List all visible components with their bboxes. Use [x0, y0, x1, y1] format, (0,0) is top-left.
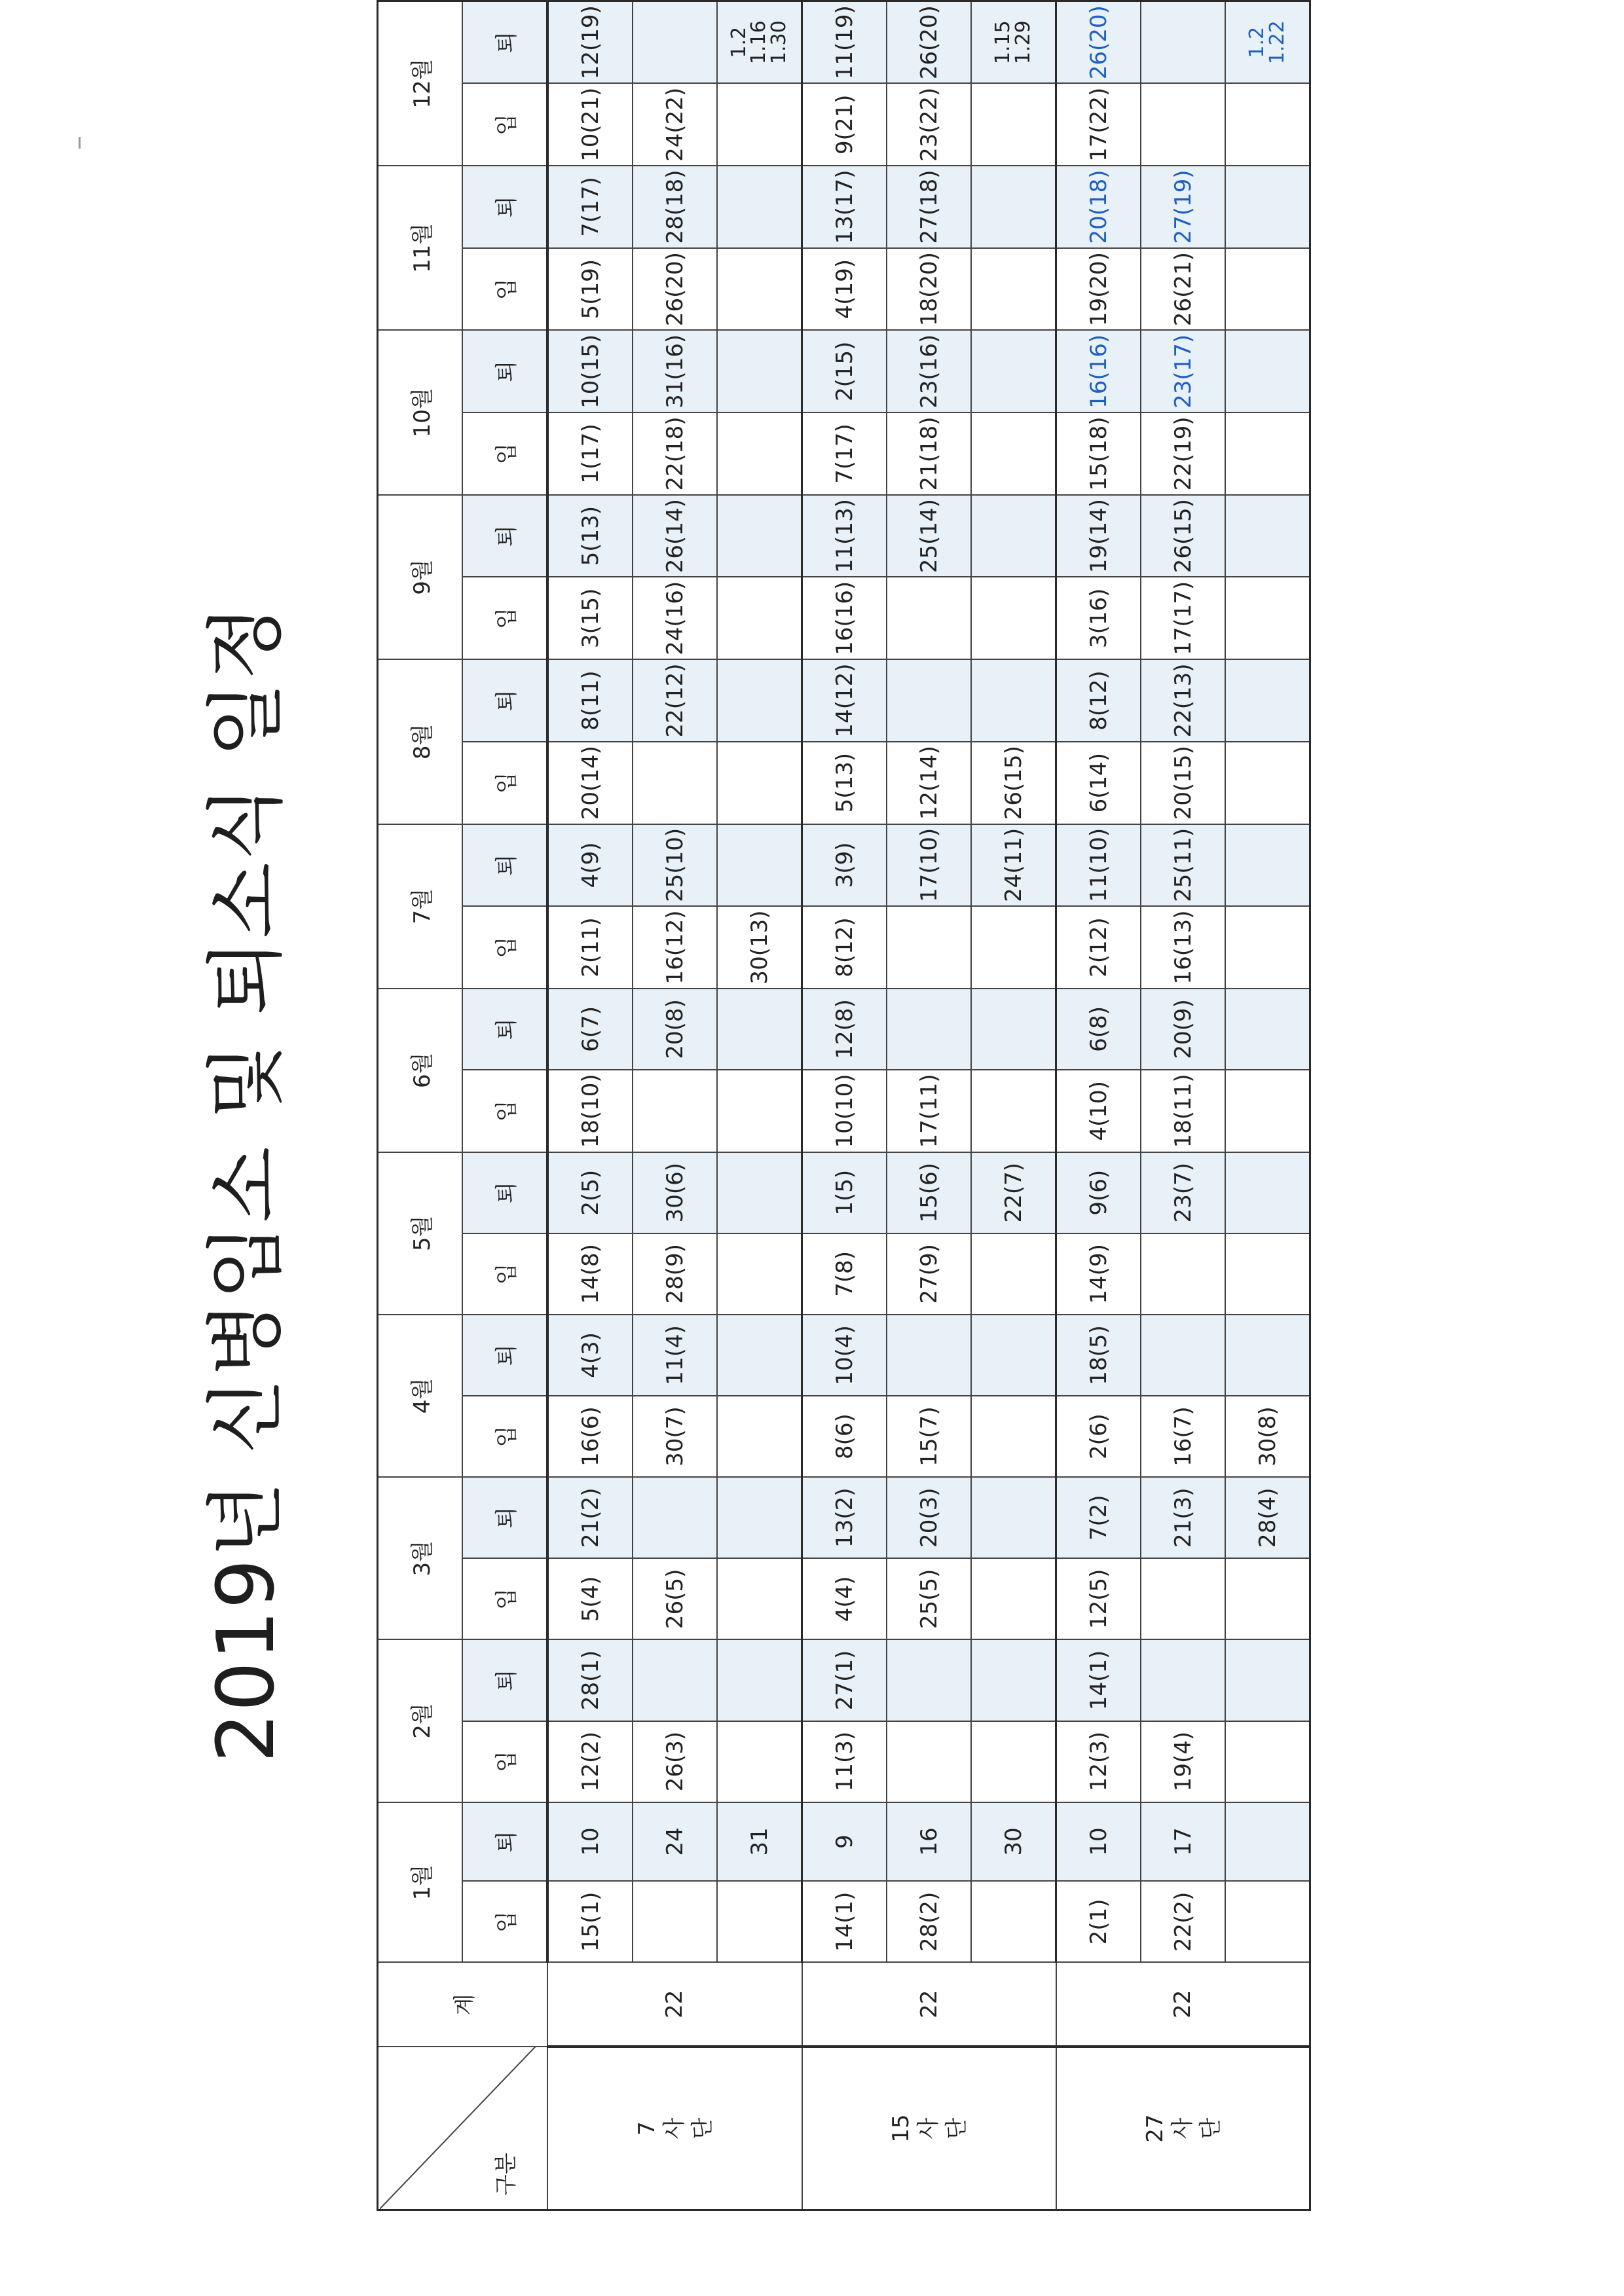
entry-date-cell: 26(21)	[1141, 248, 1225, 331]
entry-date-cell: 10(21)	[547, 83, 633, 166]
discharge-date-cell: 3(9)	[802, 824, 887, 907]
entry-date-cell: 12(5)	[1056, 1558, 1141, 1639]
discharge-date-cell	[1225, 1315, 1310, 1396]
discharge-date-cell: 20(8)	[633, 989, 717, 1070]
discharge-date-cell: 31(16)	[633, 330, 717, 412]
out-label: 퇴	[462, 1639, 547, 1721]
entry-date-cell: 4(19)	[802, 248, 887, 331]
discharge-date-cell: 22(7)	[971, 1152, 1056, 1233]
out-label: 퇴	[462, 495, 547, 577]
entry-date-cell	[971, 412, 1056, 495]
entry-date-cell: 11(3)	[802, 1721, 887, 1802]
out-label: 퇴	[462, 1, 547, 84]
entry-date-cell: 26(15)	[971, 742, 1056, 824]
discharge-date-cell: 4(9)	[547, 824, 633, 907]
in-label: 입	[462, 83, 547, 166]
discharge-date-cell: 6(8)	[1056, 989, 1141, 1070]
in-label: 입	[462, 412, 547, 495]
month-header: 1월	[378, 1802, 463, 1963]
entry-date-cell: 8(6)	[802, 1396, 887, 1477]
out-label: 퇴	[462, 1477, 547, 1558]
out-label: 퇴	[462, 1802, 547, 1882]
discharge-date-cell: 9(6)	[1056, 1152, 1141, 1233]
discharge-date-cell: 13(17)	[802, 166, 887, 248]
entry-date-cell: 5(4)	[547, 1558, 633, 1639]
discharge-date-cell	[971, 166, 1056, 248]
discharge-date-cell	[1225, 1802, 1310, 1882]
discharge-date-cell: 9	[802, 1802, 887, 1882]
entry-date-cell: 16(16)	[802, 577, 887, 660]
entry-date-cell	[971, 1721, 1056, 1802]
month-header: 11월	[378, 166, 463, 330]
entry-date-cell: 24(22)	[633, 83, 717, 166]
entry-date-cell: 17(17)	[1141, 577, 1225, 660]
discharge-date-cell: 24	[633, 1802, 717, 1882]
discharge-date-cell: 11(4)	[633, 1315, 717, 1396]
entry-date-cell: 7(17)	[802, 412, 887, 495]
entry-date-cell: 3(16)	[1056, 577, 1141, 660]
schedule-row	[633, 1, 717, 2210]
month-header: 2월	[378, 1639, 463, 1802]
entry-date-cell: 16(13)	[1141, 906, 1225, 989]
discharge-date-cell: 25(11)	[1141, 824, 1225, 907]
entry-date-cell: 4(10)	[1056, 1070, 1141, 1152]
entry-date-cell	[1225, 1070, 1310, 1152]
entry-date-cell: 16(6)	[547, 1396, 633, 1477]
discharge-date-cell: 24(11)	[971, 824, 1056, 907]
schedule-row	[971, 1, 1056, 2210]
out-label: 퇴	[462, 330, 547, 412]
entry-date-cell	[1225, 1881, 1310, 1962]
entry-date-cell	[887, 1721, 971, 1802]
entry-date-cell: 15(1)	[547, 1881, 633, 1962]
discharge-date-cell: 7(2)	[1056, 1477, 1141, 1558]
entry-date-cell	[1225, 742, 1310, 824]
discharge-date-cell: 26(20)	[1056, 1, 1141, 84]
entry-date-cell: 5(19)	[547, 248, 633, 331]
entry-date-cell: 1(17)	[547, 412, 633, 495]
discharge-date-cell	[887, 659, 971, 742]
in-label: 입	[462, 1558, 547, 1639]
entry-date-cell	[717, 83, 802, 166]
entry-date-cell	[717, 1233, 802, 1315]
division-name: 15 사 단	[802, 2047, 1056, 2210]
discharge-date-cell: 18(5)	[1056, 1315, 1141, 1396]
entry-date-cell: 24(16)	[633, 577, 717, 660]
division-header	[378, 2047, 548, 2210]
schedule-row	[717, 1, 802, 2210]
discharge-date-cell: 13(2)	[802, 1477, 887, 1558]
discharge-date-cell	[633, 1477, 717, 1558]
entry-date-cell: 18(11)	[1141, 1070, 1225, 1152]
total-header: 계	[378, 1962, 548, 2047]
entry-date-cell	[717, 1396, 802, 1477]
discharge-date-cell	[717, 1639, 802, 1721]
entry-date-cell: 19(20)	[1056, 248, 1141, 331]
discharge-date-cell: 12(19)	[547, 1, 633, 84]
in-label: 입	[462, 906, 547, 989]
month-header: 8월	[378, 659, 463, 824]
discharge-date-cell: 19(14)	[1056, 495, 1141, 577]
discharge-date-cell: 14(12)	[802, 659, 887, 742]
entry-date-cell	[971, 906, 1056, 989]
entry-date-cell	[1141, 83, 1225, 166]
entry-date-cell	[1225, 248, 1310, 331]
schedule-row	[887, 1, 971, 2210]
discharge-date-cell	[971, 495, 1056, 577]
out-label: 퇴	[462, 659, 547, 742]
month-header: 7월	[378, 824, 463, 989]
entry-date-cell	[1225, 577, 1310, 660]
in-label: 입	[462, 1881, 547, 1962]
month-header: 12월	[378, 1, 463, 166]
discharge-date-cell: 17(10)	[887, 824, 971, 907]
entry-date-cell: 22(19)	[1141, 412, 1225, 495]
in-label: 입	[462, 577, 547, 660]
discharge-date-cell: 27(18)	[887, 166, 971, 248]
entry-date-cell: 18(20)	[887, 248, 971, 331]
discharge-date-cell: 11(13)	[802, 495, 887, 577]
discharge-date-cell	[971, 989, 1056, 1070]
discharge-date-cell: 20(9)	[1141, 989, 1225, 1070]
discharge-date-cell: 30	[971, 1802, 1056, 1882]
discharge-date-cell	[717, 989, 802, 1070]
discharge-date-cell: 1(5)	[802, 1152, 887, 1233]
discharge-date-cell: 17	[1141, 1802, 1225, 1882]
discharge-date-cell: 5(13)	[547, 495, 633, 577]
discharge-date-cell: 16	[887, 1802, 971, 1882]
entry-date-cell	[717, 1558, 802, 1639]
entry-date-cell	[717, 742, 802, 824]
entry-date-cell: 25(5)	[887, 1558, 971, 1639]
entry-date-cell	[971, 1070, 1056, 1152]
discharge-date-cell: 2(5)	[547, 1152, 633, 1233]
discharge-date-cell	[971, 330, 1056, 412]
discharge-date-cell: 27(19)	[1141, 166, 1225, 248]
entry-date-cell: 6(14)	[1056, 742, 1141, 824]
entry-date-cell	[1225, 412, 1310, 495]
discharge-date-cell: 26(14)	[633, 495, 717, 577]
entry-date-cell	[633, 742, 717, 824]
entry-date-cell	[1225, 1558, 1310, 1639]
corner-diagonal	[380, 2047, 546, 2209]
discharge-date-cell: 22(12)	[633, 659, 717, 742]
discharge-date-cell: 20(18)	[1056, 166, 1141, 248]
entry-date-cell	[717, 1881, 802, 1962]
discharge-date-cell	[1141, 1, 1225, 84]
discharge-date-cell: 26(20)	[887, 1, 971, 84]
discharge-date-cell: 22(13)	[1141, 659, 1225, 742]
discharge-date-cell: 4(3)	[547, 1315, 633, 1396]
entry-date-cell	[717, 248, 802, 331]
entry-date-cell: 17(22)	[1056, 83, 1141, 166]
entry-date-cell: 12(2)	[547, 1721, 633, 1802]
discharge-date-cell	[887, 1315, 971, 1396]
discharge-date-cell: 8(11)	[547, 659, 633, 742]
entry-date-cell: 9(21)	[802, 83, 887, 166]
division-total: 22	[802, 1962, 1056, 2047]
entry-date-cell	[971, 1558, 1056, 1639]
entry-date-cell	[633, 1881, 717, 1962]
entry-date-cell	[1225, 906, 1310, 989]
entry-date-cell: 21(18)	[887, 412, 971, 495]
entry-date-cell: 10(10)	[802, 1070, 887, 1152]
discharge-date-cell	[1225, 166, 1310, 248]
entry-date-cell: 3(15)	[547, 577, 633, 660]
schedule-row	[547, 1, 633, 2210]
entry-date-cell: 16(12)	[633, 906, 717, 989]
discharge-date-cell: 21(2)	[547, 1477, 633, 1558]
entry-date-cell: 5(13)	[802, 742, 887, 824]
discharge-date-cell: 28(1)	[547, 1639, 633, 1721]
discharge-date-cell: 1.2 1.16 1.30	[717, 1, 802, 84]
out-label: 퇴	[462, 1152, 547, 1233]
discharge-date-cell	[971, 1315, 1056, 1396]
discharge-date-cell: 10	[547, 1802, 633, 1882]
discharge-date-cell: 8(12)	[1056, 659, 1141, 742]
entry-date-cell: 8(12)	[802, 906, 887, 989]
month-header: 9월	[378, 495, 463, 659]
entry-date-cell: 26(5)	[633, 1558, 717, 1639]
discharge-date-cell: 2(15)	[802, 330, 887, 412]
entry-date-cell: 14(1)	[802, 1881, 887, 1962]
entry-date-cell: 7(8)	[802, 1233, 887, 1315]
entry-date-cell: 18(10)	[547, 1070, 633, 1152]
schedule-row	[1225, 1, 1310, 2210]
discharge-date-cell: 20(3)	[887, 1477, 971, 1558]
entry-date-cell	[717, 1070, 802, 1152]
discharge-date-cell	[971, 659, 1056, 742]
entry-date-cell: 20(15)	[1141, 742, 1225, 824]
entry-date-cell: 19(4)	[1141, 1721, 1225, 1802]
discharge-date-cell: 25(14)	[887, 495, 971, 577]
discharge-date-cell: 26(15)	[1141, 495, 1225, 577]
entry-date-cell	[971, 1881, 1056, 1962]
discharge-date-cell: 10	[1056, 1802, 1141, 1882]
discharge-date-cell	[971, 1639, 1056, 1721]
discharge-date-cell: 14(1)	[1056, 1639, 1141, 1721]
entry-date-cell: 4(4)	[802, 1558, 887, 1639]
discharge-date-cell	[717, 1477, 802, 1558]
out-label: 퇴	[462, 824, 547, 907]
discharge-date-cell	[1225, 989, 1310, 1070]
page-title: 2019년 신병입소 및 퇴소식 일정	[201, 603, 292, 1763]
month-header: 3월	[378, 1477, 463, 1639]
entry-date-cell	[1225, 1721, 1310, 1802]
entry-date-cell: 12(14)	[887, 742, 971, 824]
in-label: 입	[462, 248, 547, 331]
entry-date-cell: 30(7)	[633, 1396, 717, 1477]
discharge-date-cell: 1.15 1.29	[971, 1, 1056, 84]
discharge-date-cell: 7(17)	[547, 166, 633, 248]
entry-date-cell: 26(20)	[633, 248, 717, 331]
entry-date-cell	[717, 1721, 802, 1802]
entry-date-cell: 17(11)	[887, 1070, 971, 1152]
discharge-date-cell	[1225, 1639, 1310, 1721]
schedule-row	[1056, 1, 1141, 2210]
discharge-date-cell: 1.2 1.22	[1225, 1, 1310, 84]
entry-date-cell: 14(9)	[1056, 1233, 1141, 1315]
discharge-date-cell: 11(19)	[802, 1, 887, 84]
entry-date-cell	[1225, 83, 1310, 166]
discharge-date-cell	[1225, 1152, 1310, 1233]
entry-date-cell	[971, 1233, 1056, 1315]
discharge-date-cell	[1225, 824, 1310, 907]
entry-date-cell	[633, 1070, 717, 1152]
in-out-header-row	[462, 1, 547, 2210]
discharge-date-cell	[1225, 330, 1310, 412]
month-header: 4월	[378, 1315, 463, 1477]
entry-date-cell: 28(2)	[887, 1881, 971, 1962]
entry-date-cell: 23(22)	[887, 83, 971, 166]
entry-date-cell	[717, 412, 802, 495]
entry-date-cell	[1141, 1558, 1225, 1639]
discharge-date-cell	[633, 1639, 717, 1721]
in-label: 입	[462, 1070, 547, 1152]
in-label: 입	[462, 742, 547, 824]
entry-date-cell: 15(7)	[887, 1396, 971, 1477]
schedule-table	[377, 0, 1311, 2211]
entry-date-cell: 2(11)	[547, 906, 633, 989]
entry-date-cell: 28(9)	[633, 1233, 717, 1315]
discharge-date-cell	[1225, 495, 1310, 577]
discharge-date-cell	[887, 1639, 971, 1721]
discharge-date-cell: 12(8)	[802, 989, 887, 1070]
discharge-date-cell: 15(6)	[887, 1152, 971, 1233]
in-label: 입	[462, 1721, 547, 1802]
discharge-date-cell: 10(4)	[802, 1315, 887, 1396]
discharge-date-cell: 23(7)	[1141, 1152, 1225, 1233]
entry-date-cell	[887, 906, 971, 989]
discharge-date-cell	[717, 330, 802, 412]
division-total: 22	[1056, 1962, 1310, 2047]
schedule-row	[802, 1, 887, 2210]
discharge-date-cell: 21(3)	[1141, 1477, 1225, 1558]
scan-mark	[79, 137, 81, 149]
discharge-date-cell	[633, 1, 717, 84]
entry-date-cell: 22(18)	[633, 412, 717, 495]
discharge-date-cell: 28(4)	[1225, 1477, 1310, 1558]
in-label: 입	[462, 1233, 547, 1315]
entry-date-cell	[971, 248, 1056, 331]
out-label: 퇴	[462, 166, 547, 248]
entry-date-cell: 2(12)	[1056, 906, 1141, 989]
entry-date-cell	[1141, 1233, 1225, 1315]
discharge-date-cell: 23(17)	[1141, 330, 1225, 412]
entry-date-cell: 15(18)	[1056, 412, 1141, 495]
discharge-date-cell	[1225, 659, 1310, 742]
entry-date-cell	[971, 577, 1056, 660]
out-label: 퇴	[462, 1315, 547, 1396]
division-name: 7 사 단	[547, 2047, 802, 2210]
month-header-row	[378, 1, 463, 2210]
discharge-date-cell	[717, 166, 802, 248]
discharge-date-cell: 16(16)	[1056, 330, 1141, 412]
discharge-date-cell: 23(16)	[887, 330, 971, 412]
schedule-row	[1141, 1, 1225, 2210]
discharge-date-cell: 27(1)	[802, 1639, 887, 1721]
entry-date-cell: 12(3)	[1056, 1721, 1141, 1802]
entry-date-cell: 2(1)	[1056, 1881, 1141, 1962]
discharge-date-cell	[717, 824, 802, 907]
entry-date-cell	[717, 577, 802, 660]
discharge-date-cell	[887, 989, 971, 1070]
entry-date-cell: 26(3)	[633, 1721, 717, 1802]
entry-date-cell: 14(8)	[547, 1233, 633, 1315]
discharge-date-cell	[1141, 1315, 1225, 1396]
discharge-date-cell	[1141, 1639, 1225, 1721]
month-header: 10월	[378, 330, 463, 494]
division-label: 구분	[492, 2153, 519, 2196]
entry-date-cell: 22(2)	[1141, 1881, 1225, 1962]
division-name: 27 사 단	[1056, 2047, 1310, 2210]
entry-date-cell: 2(6)	[1056, 1396, 1141, 1477]
entry-date-cell	[1225, 1233, 1310, 1315]
month-header: 6월	[378, 989, 463, 1152]
discharge-date-cell	[717, 1152, 802, 1233]
entry-date-cell	[971, 83, 1056, 166]
discharge-date-cell: 28(18)	[633, 166, 717, 248]
discharge-date-cell	[717, 659, 802, 742]
division-total: 22	[547, 1962, 802, 2047]
discharge-date-cell: 6(7)	[547, 989, 633, 1070]
month-header: 5월	[378, 1152, 463, 1315]
entry-date-cell: 30(8)	[1225, 1396, 1310, 1477]
discharge-date-cell: 10(15)	[547, 330, 633, 412]
entry-date-cell: 27(9)	[887, 1233, 971, 1315]
discharge-date-cell: 25(10)	[633, 824, 717, 907]
discharge-date-cell	[971, 1477, 1056, 1558]
entry-date-cell	[971, 1396, 1056, 1477]
entry-date-cell: 20(14)	[547, 742, 633, 824]
entry-date-cell	[887, 577, 971, 660]
discharge-date-cell	[717, 495, 802, 577]
discharge-date-cell	[717, 1315, 802, 1396]
schedule-body	[378, 1, 1310, 2210]
discharge-date-cell: 30(6)	[633, 1152, 717, 1233]
entry-date-cell: 16(7)	[1141, 1396, 1225, 1477]
out-label: 퇴	[462, 989, 547, 1070]
discharge-date-cell: 31	[717, 1802, 802, 1882]
entry-date-cell: 30(13)	[717, 906, 802, 989]
discharge-date-cell: 11(10)	[1056, 824, 1141, 907]
in-label: 입	[462, 1396, 547, 1477]
